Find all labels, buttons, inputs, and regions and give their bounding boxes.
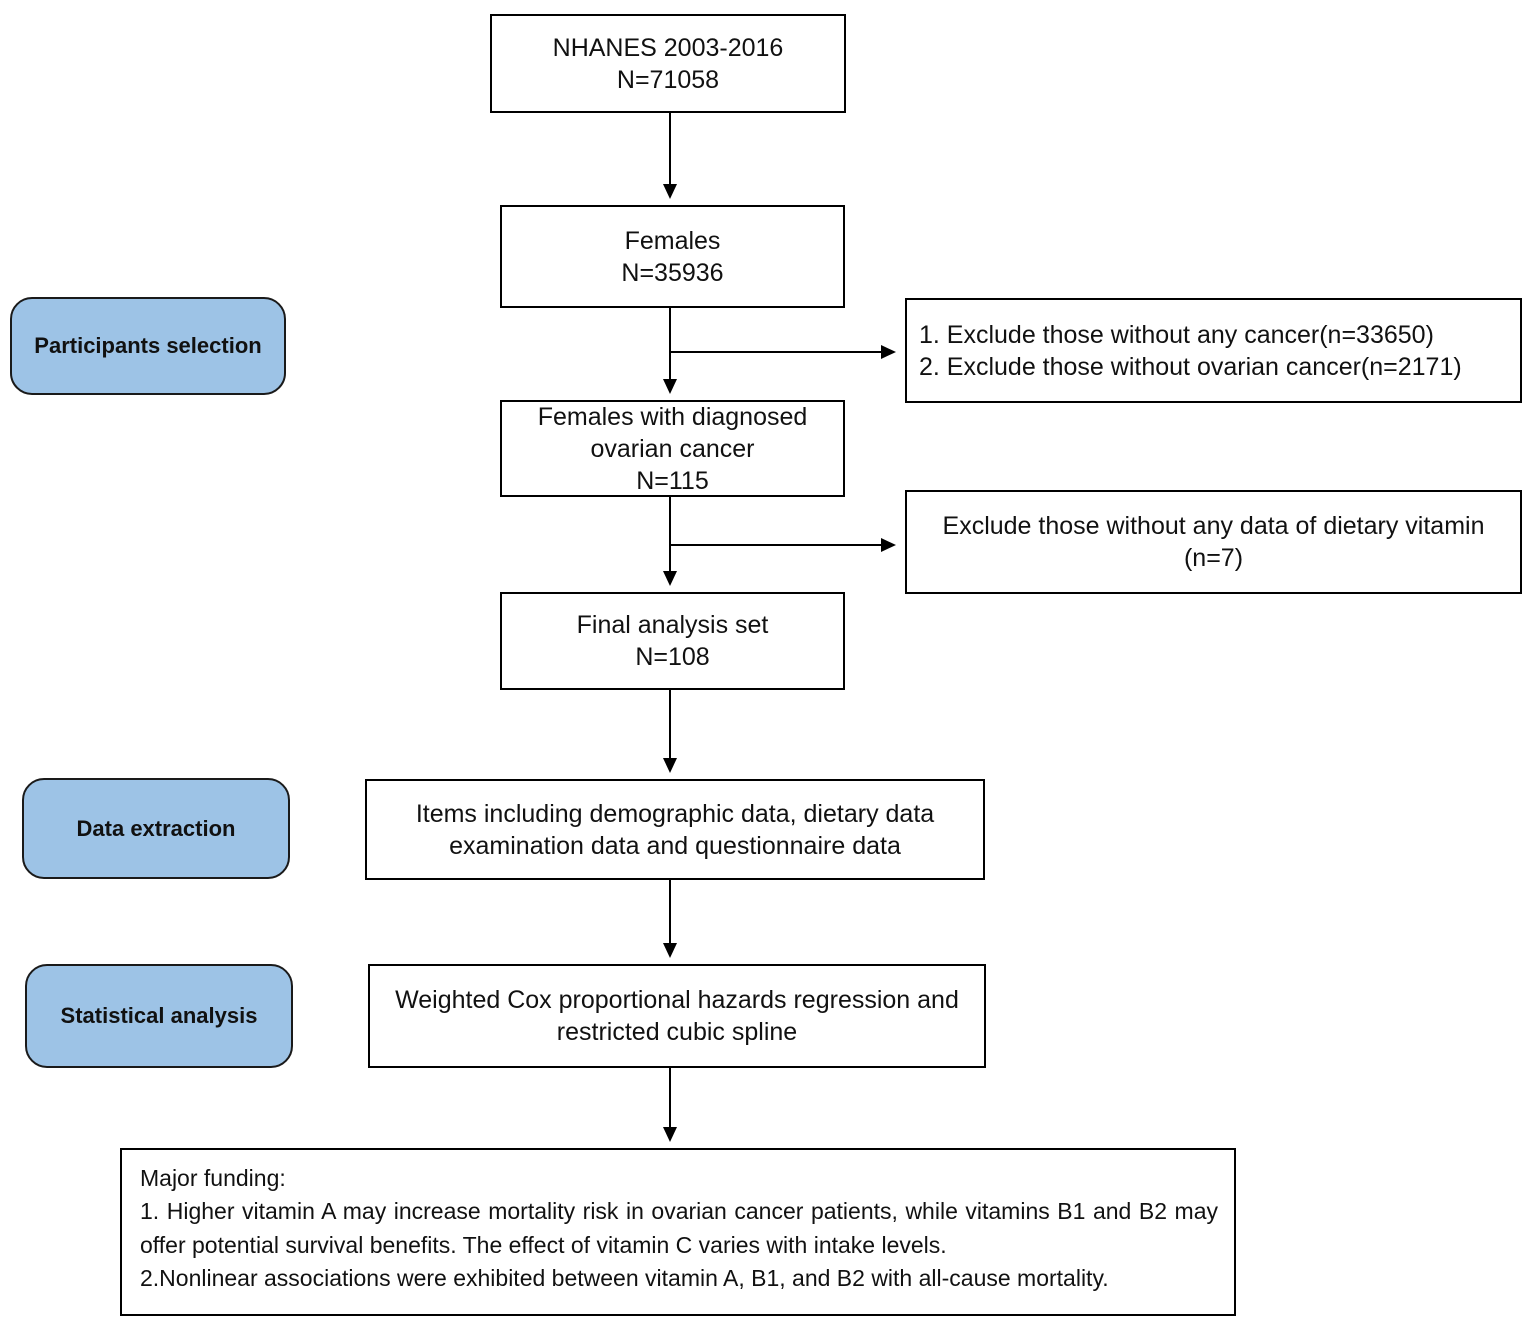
node-final-analysis-set bbox=[500, 592, 845, 690]
node-final-line2: N=108 bbox=[635, 643, 710, 671]
note-exclusion-vitamin-line2: (n=7) bbox=[1183, 544, 1244, 572]
stage-data-extraction bbox=[22, 778, 290, 879]
stage-participants-label: Participants selection bbox=[34, 333, 262, 358]
node-ovarian-line1: Females with diagnosed bbox=[537, 402, 808, 431]
node-statistical-method bbox=[368, 964, 986, 1068]
node-method-line2: restricted cubic spline bbox=[556, 1018, 798, 1046]
node-ovarian-cancer bbox=[500, 400, 845, 497]
node-ovarian-line2: ovarian cancer bbox=[590, 434, 755, 463]
node-nhanes bbox=[490, 14, 846, 113]
stage-analysis-label: Statistical analysis bbox=[60, 1003, 258, 1028]
findings-title: Major funding: bbox=[140, 1165, 286, 1191]
node-method-line1: Weighted Cox proportional hazards regression and bbox=[395, 986, 959, 1014]
findings-point-2: 2.Nonlinear associations were exhibited between vitamin A, B1, and B2 with all-cause mortality. bbox=[140, 1265, 1109, 1292]
node-nhanes-line1: NHANES 2003-2016 bbox=[552, 33, 784, 62]
note-exclusion-cancer-line1: 1. Exclude those without any cancer(n=33650) bbox=[919, 320, 1434, 349]
node-items-line2: examination data and questionnaire data bbox=[449, 831, 901, 860]
stage-statistical-analysis bbox=[25, 964, 293, 1068]
note-exclusion-vitamin bbox=[905, 490, 1522, 594]
stage-participants-selection bbox=[10, 297, 286, 395]
note-exclusion-vitamin-line1: Exclude those without any data of dietary vitamin bbox=[942, 512, 1485, 540]
node-females-line2: N=35936 bbox=[621, 258, 724, 287]
node-items-line1: Items including demographic data, dietary data bbox=[415, 799, 935, 828]
node-nhanes-line2: N=71058 bbox=[616, 65, 720, 94]
stage-extraction-label: Data extraction bbox=[76, 815, 236, 841]
findings-point-1: 1. Higher vitamin A may increase mortality risk in ovarian cancer patients, while vitamins B1 and B2 may offer potential survival benefits. The effect of vitamin C varies with intake levels. bbox=[140, 1198, 1218, 1258]
note-exclusion-cancer-line2: 2. Exclude those without ovarian cancer(n=2171) bbox=[919, 352, 1462, 381]
node-females bbox=[500, 205, 845, 308]
node-ovarian-line3: N=115 bbox=[636, 466, 709, 495]
node-females-line1: Females bbox=[624, 226, 721, 255]
node-final-line1: Final analysis set bbox=[576, 611, 769, 639]
node-data-items bbox=[365, 779, 985, 880]
node-major-findings bbox=[120, 1148, 1236, 1316]
note-exclusion-cancer bbox=[905, 298, 1522, 403]
